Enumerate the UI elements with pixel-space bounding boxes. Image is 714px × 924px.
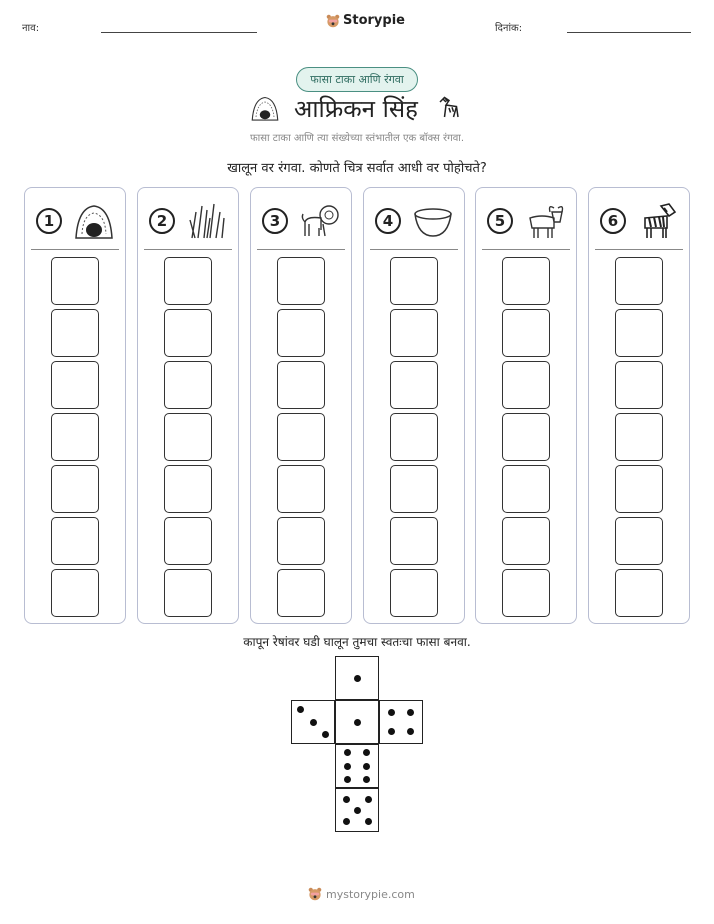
color-box[interactable] <box>390 413 438 461</box>
brand-name: Storypie <box>343 13 405 28</box>
dice-pip <box>365 796 372 803</box>
lion-icon <box>299 202 341 240</box>
column-divider <box>257 249 345 250</box>
column-divider <box>144 249 232 250</box>
color-box[interactable] <box>277 413 325 461</box>
color-box[interactable] <box>390 309 438 357</box>
color-box[interactable] <box>164 257 212 305</box>
dice-face <box>291 700 335 744</box>
dice-pip <box>407 709 414 716</box>
color-box[interactable] <box>277 361 325 409</box>
color-box[interactable] <box>277 309 325 357</box>
color-box[interactable] <box>502 257 550 305</box>
color-box[interactable] <box>390 361 438 409</box>
color-box[interactable] <box>277 257 325 305</box>
date-label: दिनांक: <box>495 23 523 34</box>
color-box[interactable] <box>51 413 99 461</box>
color-box[interactable] <box>390 257 438 305</box>
dice-face <box>335 700 379 744</box>
dice-face <box>335 656 379 700</box>
column-header <box>484 202 570 242</box>
dice-face <box>335 744 379 788</box>
color-box[interactable] <box>51 569 99 617</box>
footer-url: mystorypie.com <box>326 887 415 901</box>
column-divider <box>482 249 570 250</box>
dice-pip <box>388 709 395 716</box>
dice-pip <box>343 818 350 825</box>
color-box[interactable] <box>51 257 99 305</box>
name-label: नाव: <box>22 23 40 34</box>
wildebeest-icon <box>524 202 566 240</box>
name-line[interactable] <box>101 32 257 33</box>
bowl-icon <box>412 202 454 240</box>
color-box[interactable] <box>615 309 663 357</box>
brand-logo <box>326 13 405 28</box>
color-box[interactable] <box>390 517 438 565</box>
color-box[interactable] <box>615 569 663 617</box>
color-box[interactable] <box>502 465 550 513</box>
color-box[interactable] <box>164 465 212 513</box>
color-box[interactable] <box>502 413 550 461</box>
column-header <box>597 202 683 242</box>
dice-face <box>335 788 379 832</box>
column-number: 3 <box>262 208 288 234</box>
footer <box>308 887 415 901</box>
color-box[interactable] <box>51 361 99 409</box>
color-box[interactable] <box>164 361 212 409</box>
column-number: 6 <box>600 208 626 234</box>
color-box[interactable] <box>164 517 212 565</box>
page-subtitle: फासा टाका आणि त्या संख्येच्या स्तंभातील एक बॉक्स रंगवा. <box>249 133 465 144</box>
color-box[interactable] <box>164 309 212 357</box>
color-box[interactable] <box>277 569 325 617</box>
zebra-icon <box>434 94 464 122</box>
dice-pip <box>310 719 317 726</box>
dice-pip <box>322 731 329 738</box>
dice-pip <box>344 776 351 783</box>
column-2 <box>137 187 239 624</box>
dice-pip <box>344 763 351 770</box>
color-box[interactable] <box>390 465 438 513</box>
column-header <box>33 202 119 242</box>
color-box[interactable] <box>502 517 550 565</box>
dice-pip <box>365 818 372 825</box>
column-number: 2 <box>149 208 175 234</box>
dice-pip <box>388 728 395 735</box>
column-header <box>259 202 345 242</box>
column-number: 5 <box>487 208 513 234</box>
color-box[interactable] <box>502 309 550 357</box>
column-3 <box>250 187 352 624</box>
column-6 <box>588 187 690 624</box>
dice-pip <box>344 749 351 756</box>
grass-icon <box>186 202 228 240</box>
column-divider <box>370 249 458 250</box>
bear-icon <box>326 14 340 28</box>
cut-instruction: कापून रेषांवर घडी घालून तुमचा स्वतःचा फासा बनवा. <box>243 635 471 649</box>
column-1 <box>24 187 126 624</box>
color-box[interactable] <box>51 309 99 357</box>
column-divider <box>31 249 119 250</box>
cave-icon <box>73 202 115 240</box>
color-box[interactable] <box>51 517 99 565</box>
column-4 <box>363 187 465 624</box>
dice-pip <box>343 796 350 803</box>
dice-pip <box>363 763 370 770</box>
color-box[interactable] <box>164 569 212 617</box>
column-header <box>372 202 458 242</box>
dice-pip <box>354 807 361 814</box>
date-line[interactable] <box>567 32 691 33</box>
column-5 <box>475 187 577 624</box>
color-box[interactable] <box>51 465 99 513</box>
color-box[interactable] <box>615 465 663 513</box>
dice-pip <box>407 728 414 735</box>
cave-icon <box>250 94 280 122</box>
color-box[interactable] <box>615 257 663 305</box>
activity-badge: फासा टाका आणि रंगवा <box>296 67 418 92</box>
color-box[interactable] <box>615 517 663 565</box>
instruction-text: खालून वर रंगवा. कोणते चित्र सर्वात आधी वर पोहोचते? <box>227 161 487 176</box>
dice-pip <box>297 706 304 713</box>
column-divider <box>595 249 683 250</box>
dice-pip <box>354 719 361 726</box>
dice-pip <box>354 675 361 682</box>
column-number: 1 <box>36 208 62 234</box>
color-box[interactable] <box>390 569 438 617</box>
color-box[interactable] <box>615 413 663 461</box>
color-box[interactable] <box>164 413 212 461</box>
column-header <box>146 202 232 242</box>
bear-icon <box>308 887 322 901</box>
color-box[interactable] <box>277 465 325 513</box>
color-box[interactable] <box>277 517 325 565</box>
dice-pip <box>363 776 370 783</box>
column-number: 4 <box>375 208 401 234</box>
color-box[interactable] <box>502 361 550 409</box>
page-title: आफ्रिकन सिंह <box>294 95 418 123</box>
dice-face <box>379 700 423 744</box>
color-box[interactable] <box>502 569 550 617</box>
dice-pip <box>363 749 370 756</box>
color-box[interactable] <box>615 361 663 409</box>
zebra-icon <box>637 202 679 240</box>
